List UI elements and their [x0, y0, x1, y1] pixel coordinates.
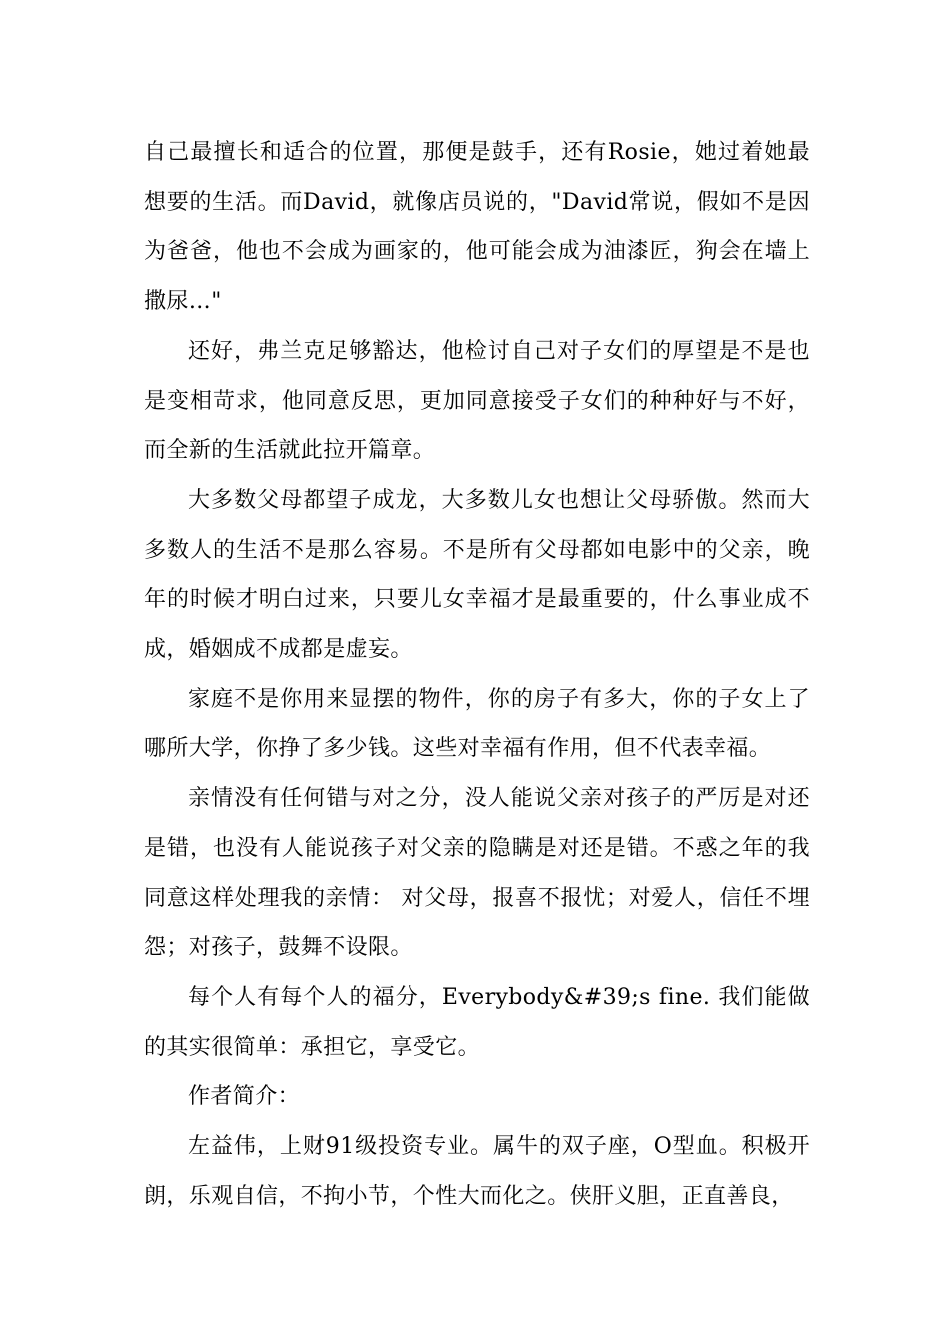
paragraph: 亲情没有任何错与对之分，没人能说父亲对孩子的严厉是对还是错，也没有人能说孩子对父亲的隐瞒是对还是错。不惑之年的我同意这样处理我的亲情： 对父母，报喜不报忧；对爱人，信任不埋怨；对孩子，鼓舞不设限。 [144, 786, 810, 961]
section-heading-author-intro: 作者简介： [188, 1084, 301, 1110]
paragraph: 家庭不是你用来显摆的物件，你的房子有多大，你的子女上了哪所大学，你挣了多少钱。这些对幸福有作用，但不代表幸福。 [144, 686, 810, 762]
document-body [144, 128, 810, 1221]
paragraph-continued: 自己最擅长和适合的位置，那便是鼓手，还有Rosie，她过着她最想要的生活。而David，就像店员说的，"David常说，假如不是因为爸爸，他也不会成为画家的，他可能会成为油漆匠，狗会在墙上撒尿…" [144, 140, 810, 315]
paragraph: 大多数父母都望子成龙，大多数儿女也想让父母骄傲。然而大多数人的生活不是那么容易。不是所有父母都如电影中的父亲，晚年的时候才明白过来，只要儿女幸福才是最重要的，什么事业成不成，婚姻成不成都是虚妄。 [144, 487, 810, 663]
paragraph: 每个人有每个人的福分，Everybody&#39;s fine. 我们能做的其实很简单：承担它，享受它。 [144, 984, 810, 1060]
paragraph-author-bio: 左益伟，上财91级投资专业。属牛的双子座，O型血。积极开朗，乐观自信，不拘小节，个性大而化之。侠肝义胆，正直善良， [144, 1134, 810, 1209]
paragraph: 还好，弗兰克足够豁达，他检讨自己对子女们的厚望是不是也是变相苛求，他同意反思，更加同意接受子女们的种种好与不好，而全新的生活就此拉开篇章。 [144, 338, 810, 464]
